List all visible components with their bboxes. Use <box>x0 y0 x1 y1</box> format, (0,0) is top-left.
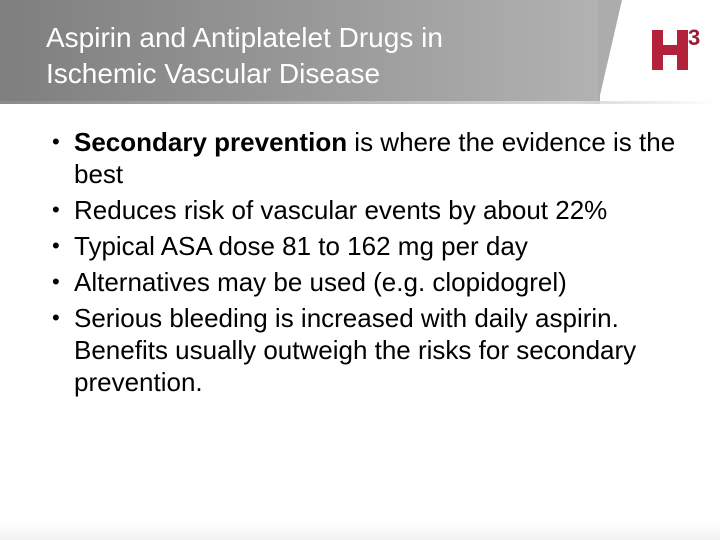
slide-title-line-2: Ischemic Vascular Disease <box>46 58 381 89</box>
bullet-dot: • <box>52 305 60 330</box>
slide-title <box>46 20 586 92</box>
slide-content <box>44 126 694 402</box>
bullet-item <box>44 194 694 226</box>
bullet-text: Alternatives may be used (e.g. clopidogrel) <box>74 267 567 297</box>
bullet-item <box>44 266 694 298</box>
footer-strip <box>0 522 720 540</box>
bullet-bold-text: Secondary prevention <box>74 127 348 157</box>
bullet-text: Reduces risk of vascular events by about 22% <box>74 195 608 225</box>
bullet-list <box>44 126 694 398</box>
bullet-text: is where the evidence is the best <box>74 127 676 189</box>
title-divider <box>0 101 720 104</box>
bullet-dot: • <box>52 197 60 222</box>
bullet-item <box>44 126 694 190</box>
bullet-text: Serious bleeding is increased with daily aspirin. Benefits usually outweigh the risks for secondary prevention. <box>74 303 637 397</box>
slide-title-line-1: Aspirin and Antiplatelet Drugs in <box>46 22 443 53</box>
bullet-dot: • <box>52 129 60 154</box>
h3-logo-icon <box>652 26 710 72</box>
title-bar-wedge <box>598 0 622 104</box>
logo-letter-h <box>652 30 688 70</box>
bullet-item <box>44 302 694 398</box>
bullet-dot: • <box>52 233 60 258</box>
bullet-dot: • <box>52 269 60 294</box>
logo-superscript: 3 <box>688 26 701 50</box>
bullet-item <box>44 230 694 262</box>
bullet-text: Typical ASA dose 81 to 162 mg per day <box>74 231 528 261</box>
